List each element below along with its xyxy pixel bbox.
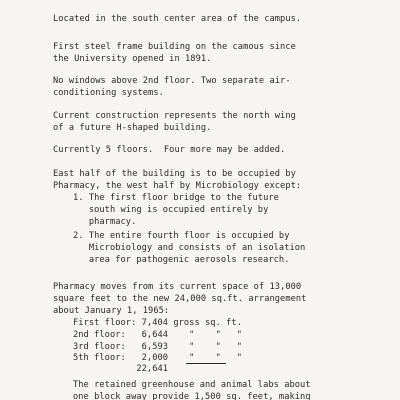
pharmacy-intro-line-3: about January 1, 1965: bbox=[53, 306, 170, 316]
closing-line-1: The retained greenhouse and animal labs about bbox=[73, 380, 311, 390]
closing-line-2: one block away provide 1,500 sq. feet, making bbox=[73, 392, 311, 400]
exception-2-line-2: Microbiology and consists of an isolation bbox=[73, 243, 306, 253]
pharmacy-intro-line-2: square feet to the new 24,000 sq.ft. arrangement bbox=[53, 294, 307, 304]
floor-total: 22,641 bbox=[73, 364, 169, 374]
floor-row-first: First floor: 7,404 gross sq. ft. bbox=[73, 318, 242, 328]
floor-row-third: 3rd floor: 6,593 " " " bbox=[73, 342, 242, 352]
exception-1-line-2: south wing is occupied entirely by bbox=[73, 205, 269, 215]
exception-1-line-1: 1. The first floor bridge to the future bbox=[73, 193, 279, 203]
paragraph-construction-line-1: Current construction represents the north wing bbox=[53, 111, 296, 121]
exception-2-line-3: area for pathogenic aerosols research. bbox=[73, 255, 290, 265]
paragraph-location: Located in the south center area of the campus. bbox=[53, 14, 302, 24]
paragraph-construction-line-2: of a future H-shaped building. bbox=[53, 123, 212, 133]
pharmacy-intro-line-1: Pharmacy moves from its current space of 13,000 bbox=[53, 282, 302, 292]
paragraph-steel-frame-line-1: First steel frame building on the camous since bbox=[53, 42, 296, 52]
floor-row-second: 2nd floor: 6,644 " " " bbox=[73, 330, 242, 340]
paragraph-occupancy-line-2: Pharmacy, the west half by Microbiology except: bbox=[53, 181, 302, 191]
exception-1-line-3: pharmacy. bbox=[73, 217, 137, 227]
exception-2-line-1: 2. The entire fourth floor is occupied by bbox=[73, 231, 290, 241]
paragraph-windows-line-1: No windows above 2nd floor. Two separate air- bbox=[53, 76, 291, 86]
floor-row-fifth: 5th floor: 2,000 " " " bbox=[73, 353, 242, 363]
paragraph-occupancy-line-1: East half of the building is to be occupied by bbox=[53, 169, 296, 179]
paragraph-windows-line-2: conditioning systems. bbox=[53, 88, 164, 98]
paragraph-floors-count: Currently 5 floors. Four more may be added. bbox=[53, 145, 286, 155]
paragraph-steel-frame-line-2: the University opened in 1891. bbox=[53, 54, 212, 64]
total-underline bbox=[186, 363, 226, 364]
